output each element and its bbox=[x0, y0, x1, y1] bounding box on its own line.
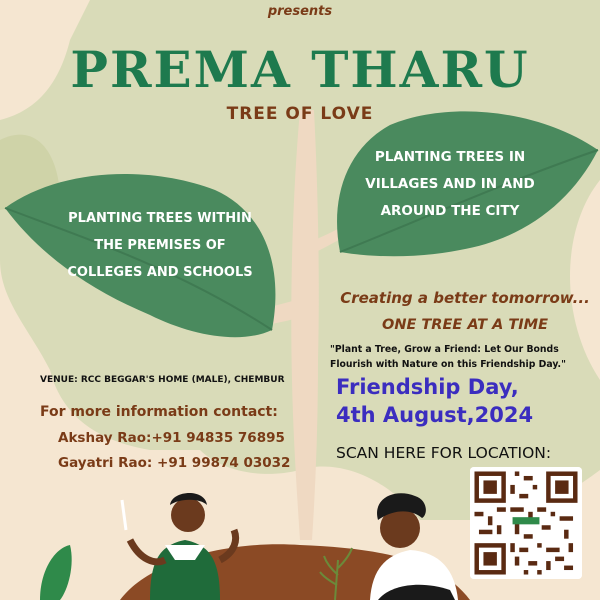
page-title: PREMA THARU bbox=[70, 40, 530, 99]
presents-label: presents bbox=[267, 4, 333, 19]
page-subtitle: TREE OF LOVE bbox=[226, 104, 374, 124]
leaf-right-line: PLANTING TREES IN bbox=[374, 149, 526, 165]
location-qr-code[interactable] bbox=[470, 467, 582, 579]
leaf-left-text bbox=[60, 205, 260, 286]
contact-akshay[interactable]: Akshay Rao:+91 94835 76895 bbox=[58, 430, 285, 446]
tagline-emphasis: ONE TREE AT A TIME bbox=[382, 317, 548, 333]
leaf-right-line: AROUND THE CITY bbox=[380, 203, 520, 219]
leaf-right-line: VILLAGES AND IN AND bbox=[365, 176, 535, 192]
contact-gayatri[interactable]: Gayatri Rao: +91 99874 03032 bbox=[58, 455, 291, 471]
quote-line: "Plant a Tree, Grow a Friend: Let Our Bonds bbox=[330, 344, 559, 355]
event-name: Friendship Day, bbox=[336, 375, 519, 399]
leaf-left-line: PLANTING TREES WITHIN bbox=[68, 211, 252, 226]
tagline: Creating a better tomorrow... bbox=[340, 289, 590, 307]
event-date-line: 4th August,2024 bbox=[336, 403, 534, 427]
quote-line: Flourish with Nature on this Friendship Day." bbox=[330, 359, 566, 370]
friendship-quote bbox=[330, 342, 595, 372]
leaf-left-line: THE PREMISES OF bbox=[94, 238, 226, 253]
leaf-right-text bbox=[345, 144, 555, 225]
contact-heading: For more information contact: bbox=[40, 404, 278, 420]
venue-text: VENUE: RCC BEGGAR'S HOME (MALE), CHEMBUR bbox=[40, 375, 285, 385]
scan-label: SCAN HERE FOR LOCATION: bbox=[336, 444, 552, 462]
leaf-left-line: COLLEGES AND SCHOOLS bbox=[67, 265, 253, 280]
event-date bbox=[336, 373, 596, 429]
